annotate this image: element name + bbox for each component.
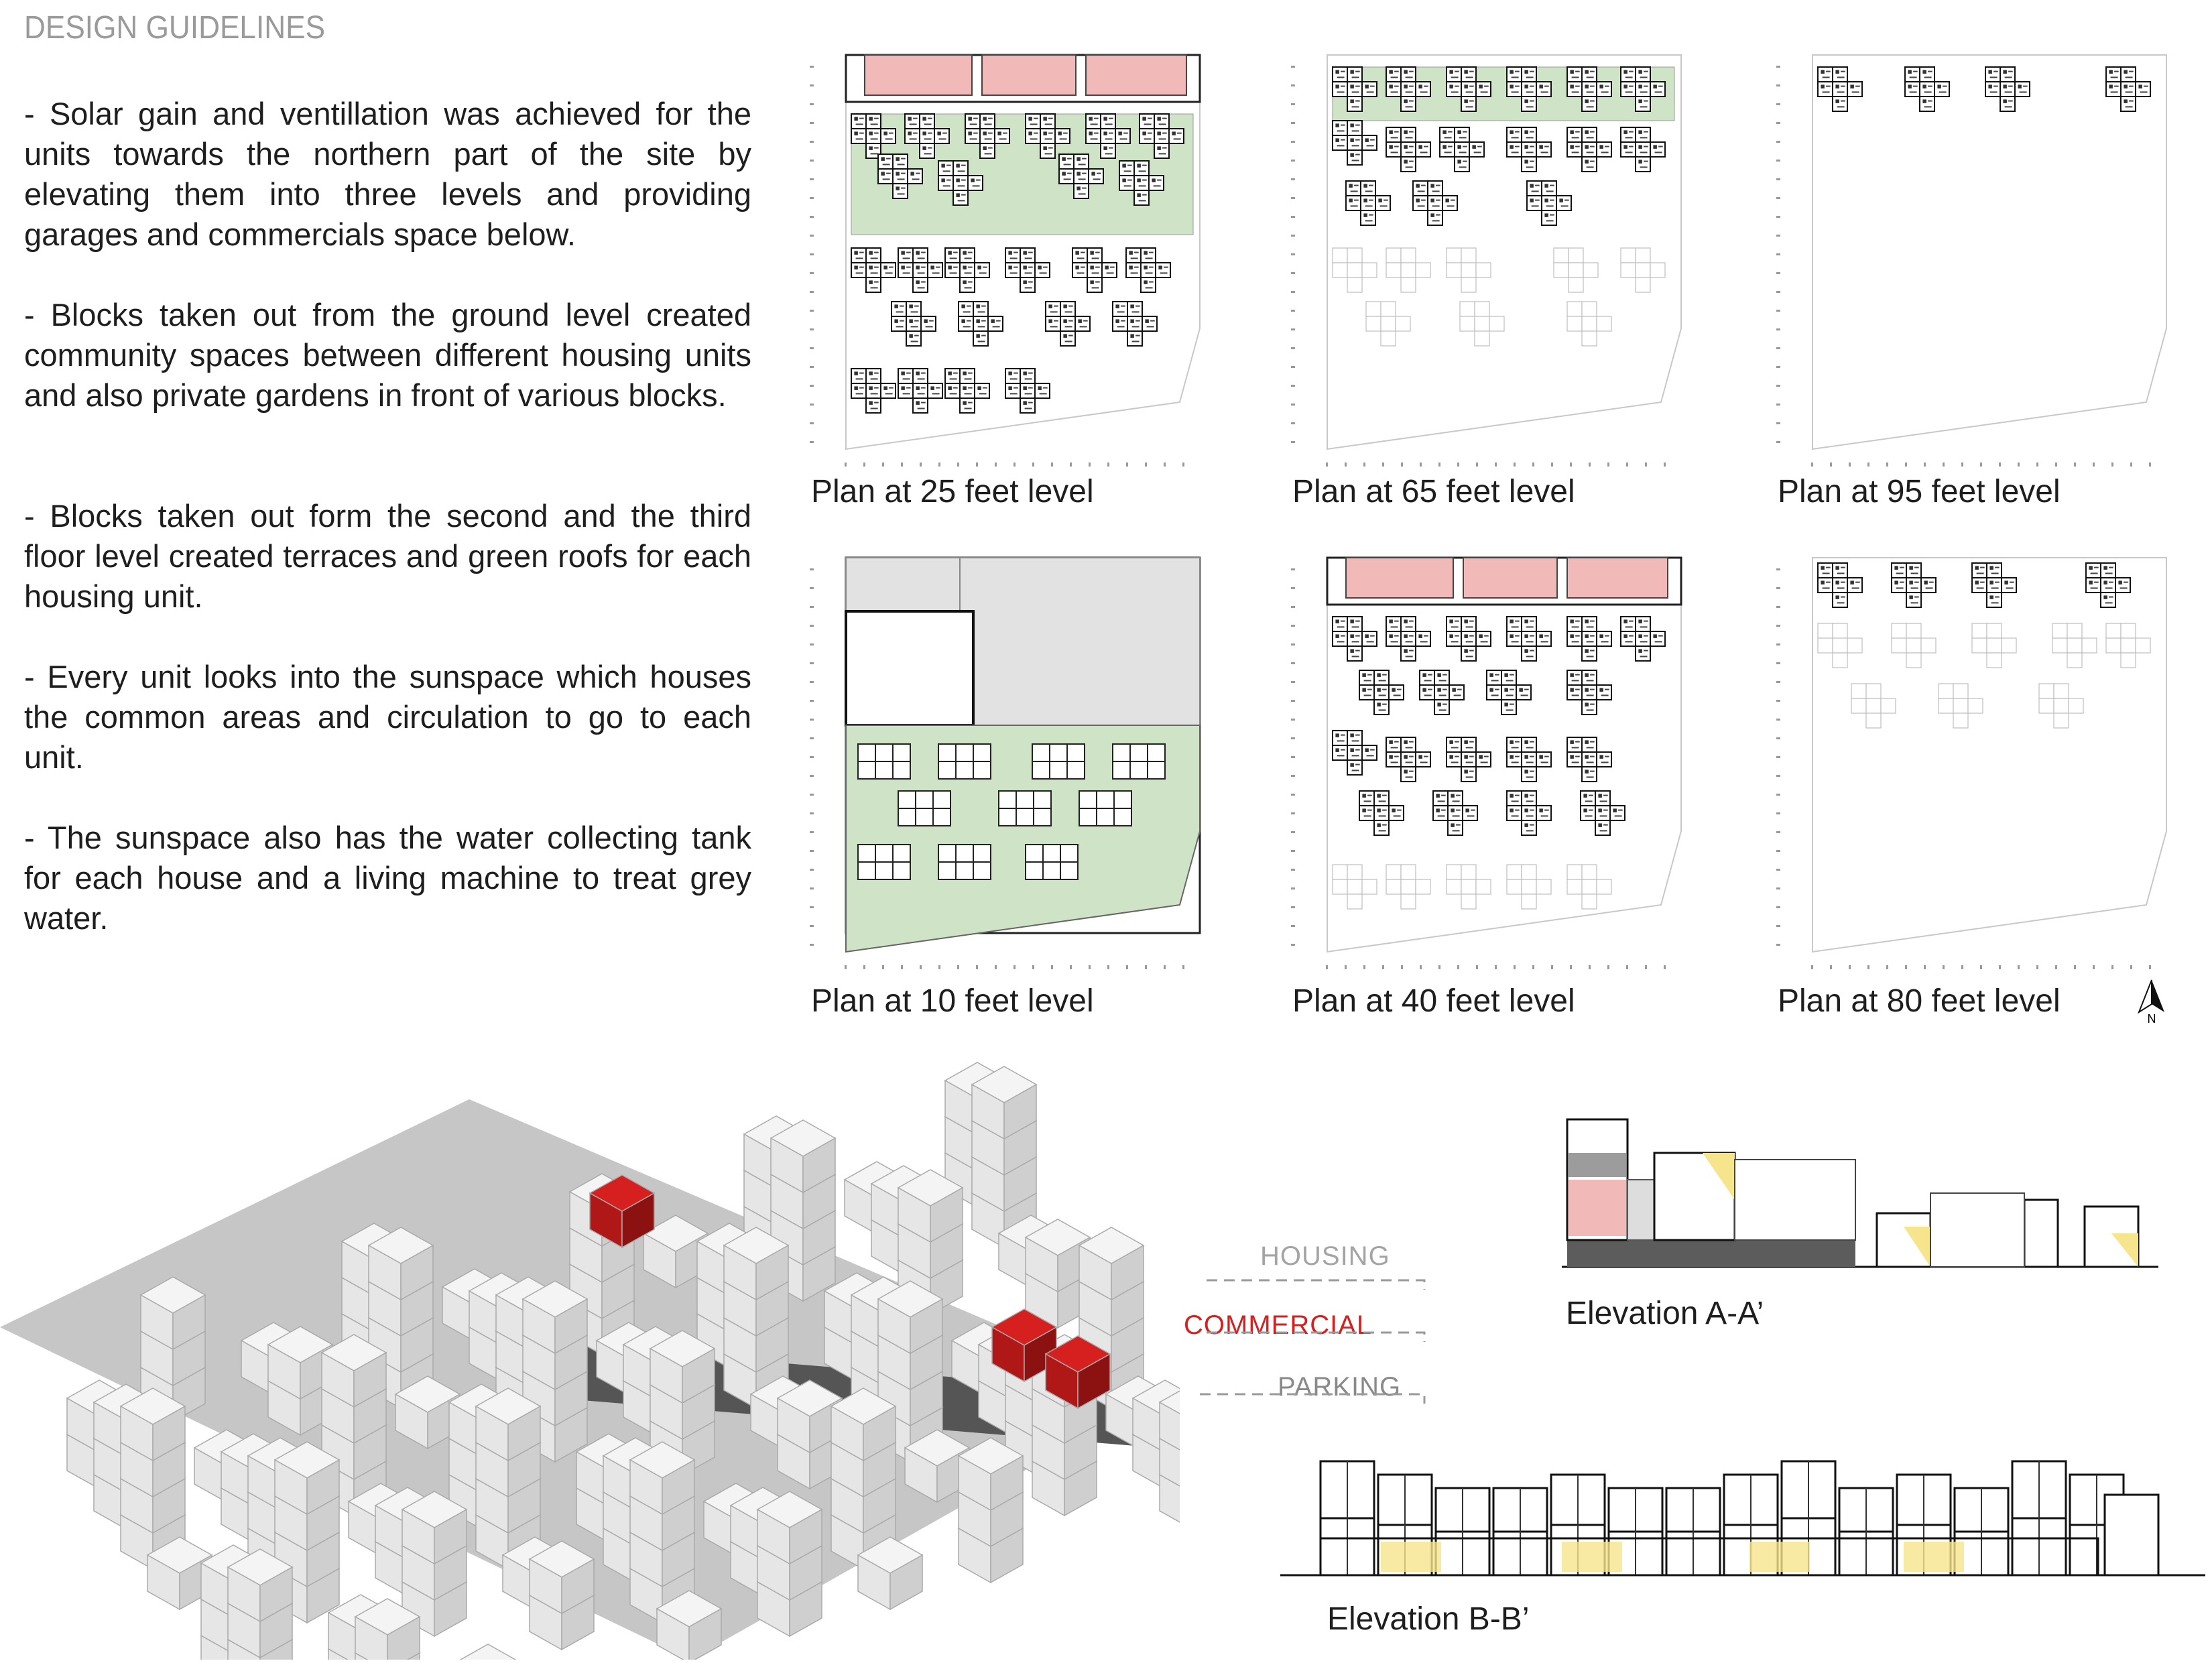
plan-label-10: Plan at 10 feet level [811,983,1094,1019]
plan-label-40: Plan at 40 feet level [1292,983,1575,1019]
north-arrow-icon [2135,979,2168,1029]
plan-95-feet [1771,47,2173,476]
page-title: DESIGN GUIDELINES [24,10,326,46]
plan-40-feet [1286,550,1688,979]
elevation-b-label: Elevation B-B’ [1327,1601,1530,1637]
plan-25-feet [804,47,1207,476]
legend-commercial: COMMERCIAL [1184,1310,1373,1340]
guideline-paragraph-4: - Every unit looks into the sunspace which houses the common areas and circulation to go to each unit. [24,659,751,775]
guideline-paragraph-1: - Solar gain and ventillation was achieved for the units towards the northern part of the site by elevating them into three levels and providing garages and commercials space below. [24,96,751,252]
elevation-a-drawing [1562,1113,2165,1277]
legend-parking: PARKING [1278,1372,1402,1402]
axonometric-massing [0,1019,1180,1663]
plan-10-feet [804,550,1207,979]
plan-label-65: Plan at 65 feet level [1292,474,1575,509]
plan-65-feet [1286,47,1688,476]
guideline-paragraph-2: - Blocks taken out from the ground level created community spaces between different housing units and also private gardens in front of various blocks. [24,297,751,413]
plan-label-95: Plan at 95 feet level [1778,474,2061,509]
legend-leader-lines [1193,1260,1434,1421]
guideline-paragraph-3: - Blocks taken out form the second and the third floor level created terraces and green roofs for each housing unit. [24,498,751,614]
elevation-a-label: Elevation A-A’ [1566,1296,1764,1331]
plan-label-25: Plan at 25 feet level [811,474,1094,509]
guideline-paragraph-5: - The sunspace also has the water collecting tank for each house and a living machine to treat grey water. [24,820,751,936]
legend-housing: HOUSING [1260,1241,1390,1271]
plan-label-80: Plan at 80 feet level [1778,983,2061,1019]
plan-80-feet [1771,550,2173,979]
elevation-b-drawing [1280,1421,2212,1592]
north-label: N [2147,1012,2156,1026]
